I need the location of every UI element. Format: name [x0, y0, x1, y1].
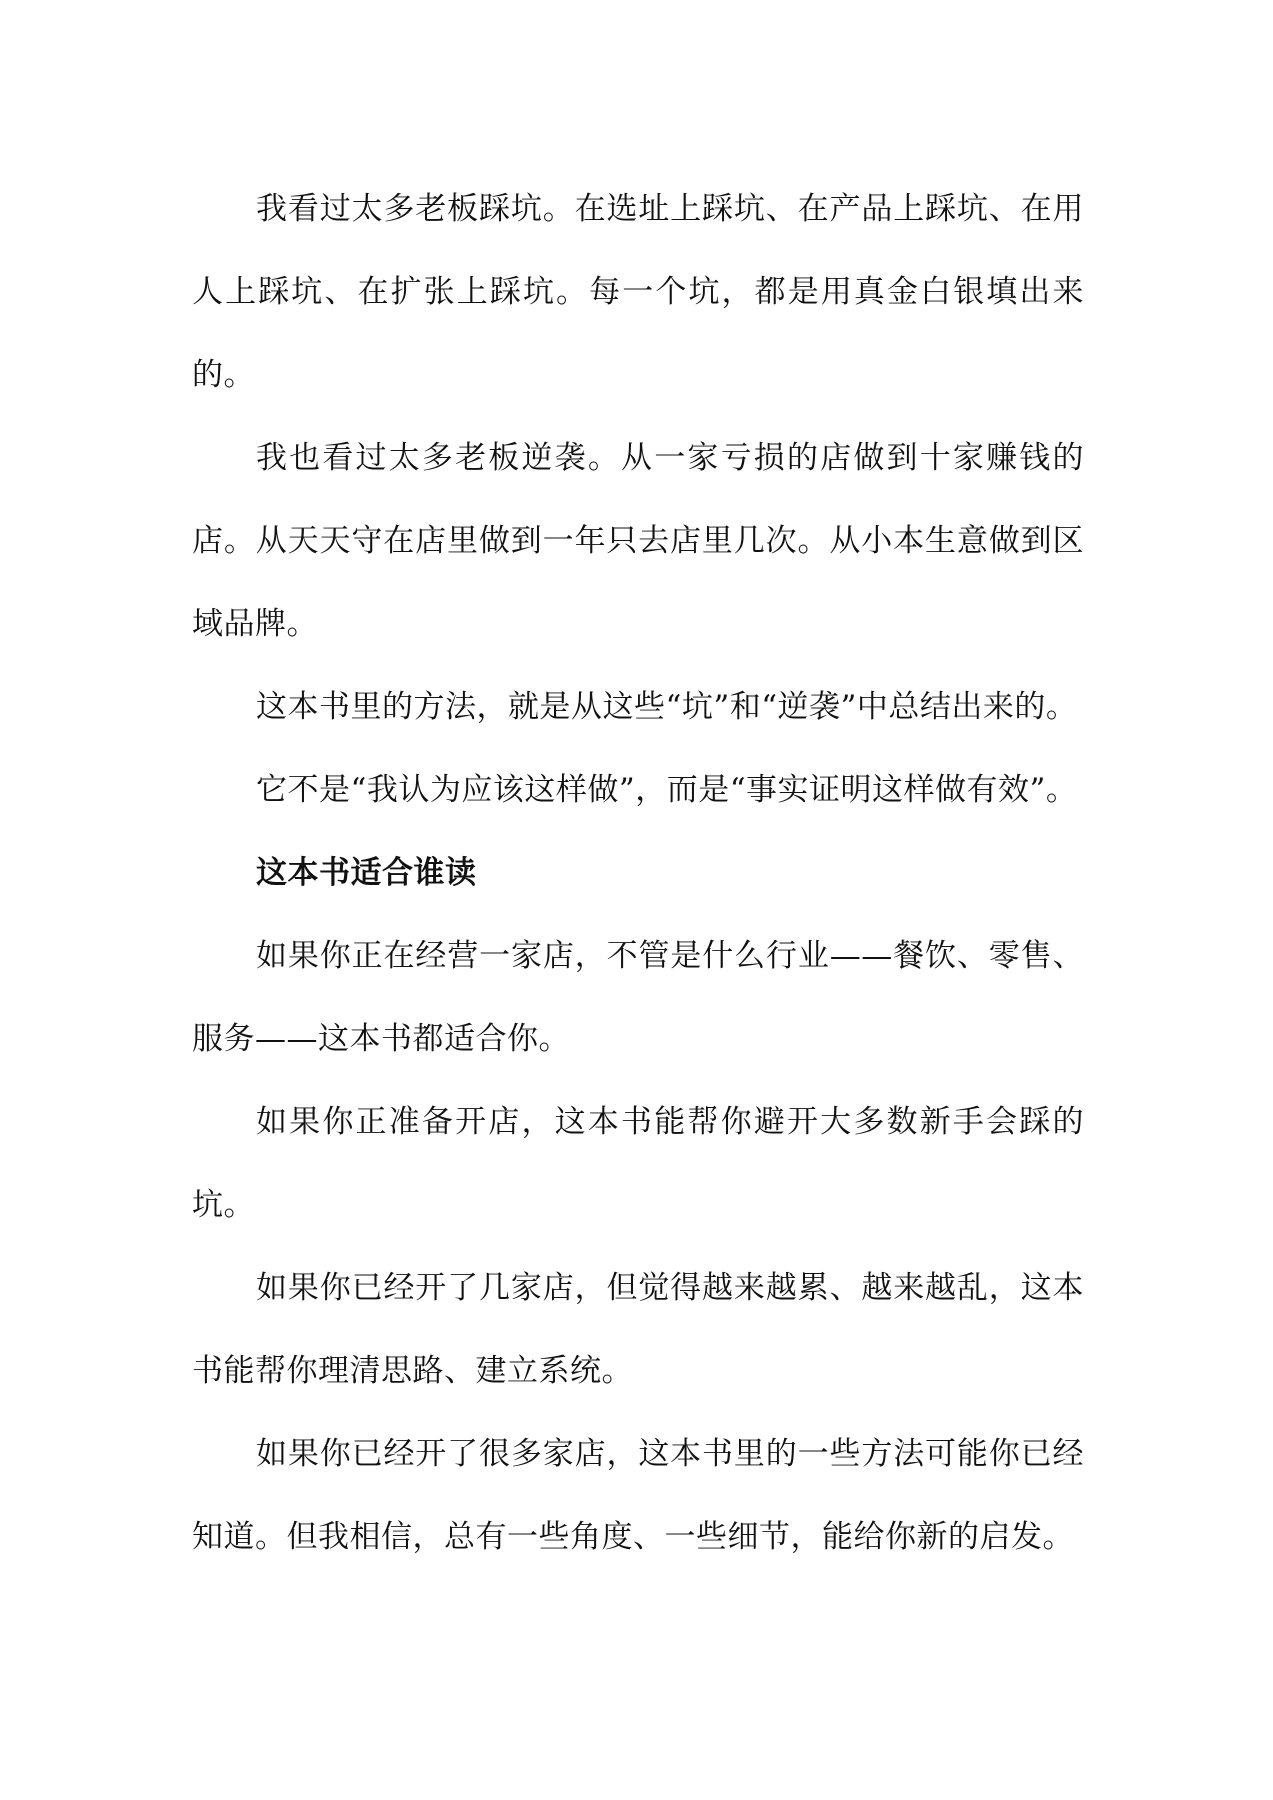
paragraph-pitfalls: 我看过太多老板踩坑。在选址上踩坑、在产品上踩坑、在用人上踩坑、在扩张上踩坑。每一个坑，都是用真金白银填出来的。 — [192, 191, 1084, 393]
paragraph-audience-several: 如果你已经开了几家店，但觉得越来越累、越来越乱，这本书能帮你理清思路、建立系统。 — [192, 1270, 1084, 1389]
paragraph-method-origin: 这本书里的方法，就是从这些“坑”和“逆袭”中总结出来的。 — [256, 689, 1078, 725]
paragraph-comebacks: 我也看过太多老板逆袭。从一家亏损的店做到十家赚钱的店。从天天守在店里做到一年只去店里几次。从小本生意做到区域品牌。 — [192, 440, 1084, 642]
paragraph-audience-preparing: 如果你正准备开店，这本书能帮你避开大多数新手会踩的坑。 — [192, 1104, 1084, 1223]
paragraph-audience-many: 如果你已经开了很多家店，这本书里的一些方法可能你已经知道。但我相信，总有一些角度、一些细节，能给你新的启发。 — [192, 1436, 1084, 1555]
paragraph-audience-operating: 如果你正在经营一家店，不管是什么行业——餐饮、零售、服务——这本书都适合你。 — [192, 938, 1084, 1057]
paragraph-proven: 它不是“我认为应该这样做”，而是“事实证明这样做有效”。 — [256, 772, 1078, 808]
section-heading: 这本书适合谁读 — [256, 855, 477, 891]
document-body — [192, 168, 1084, 1579]
